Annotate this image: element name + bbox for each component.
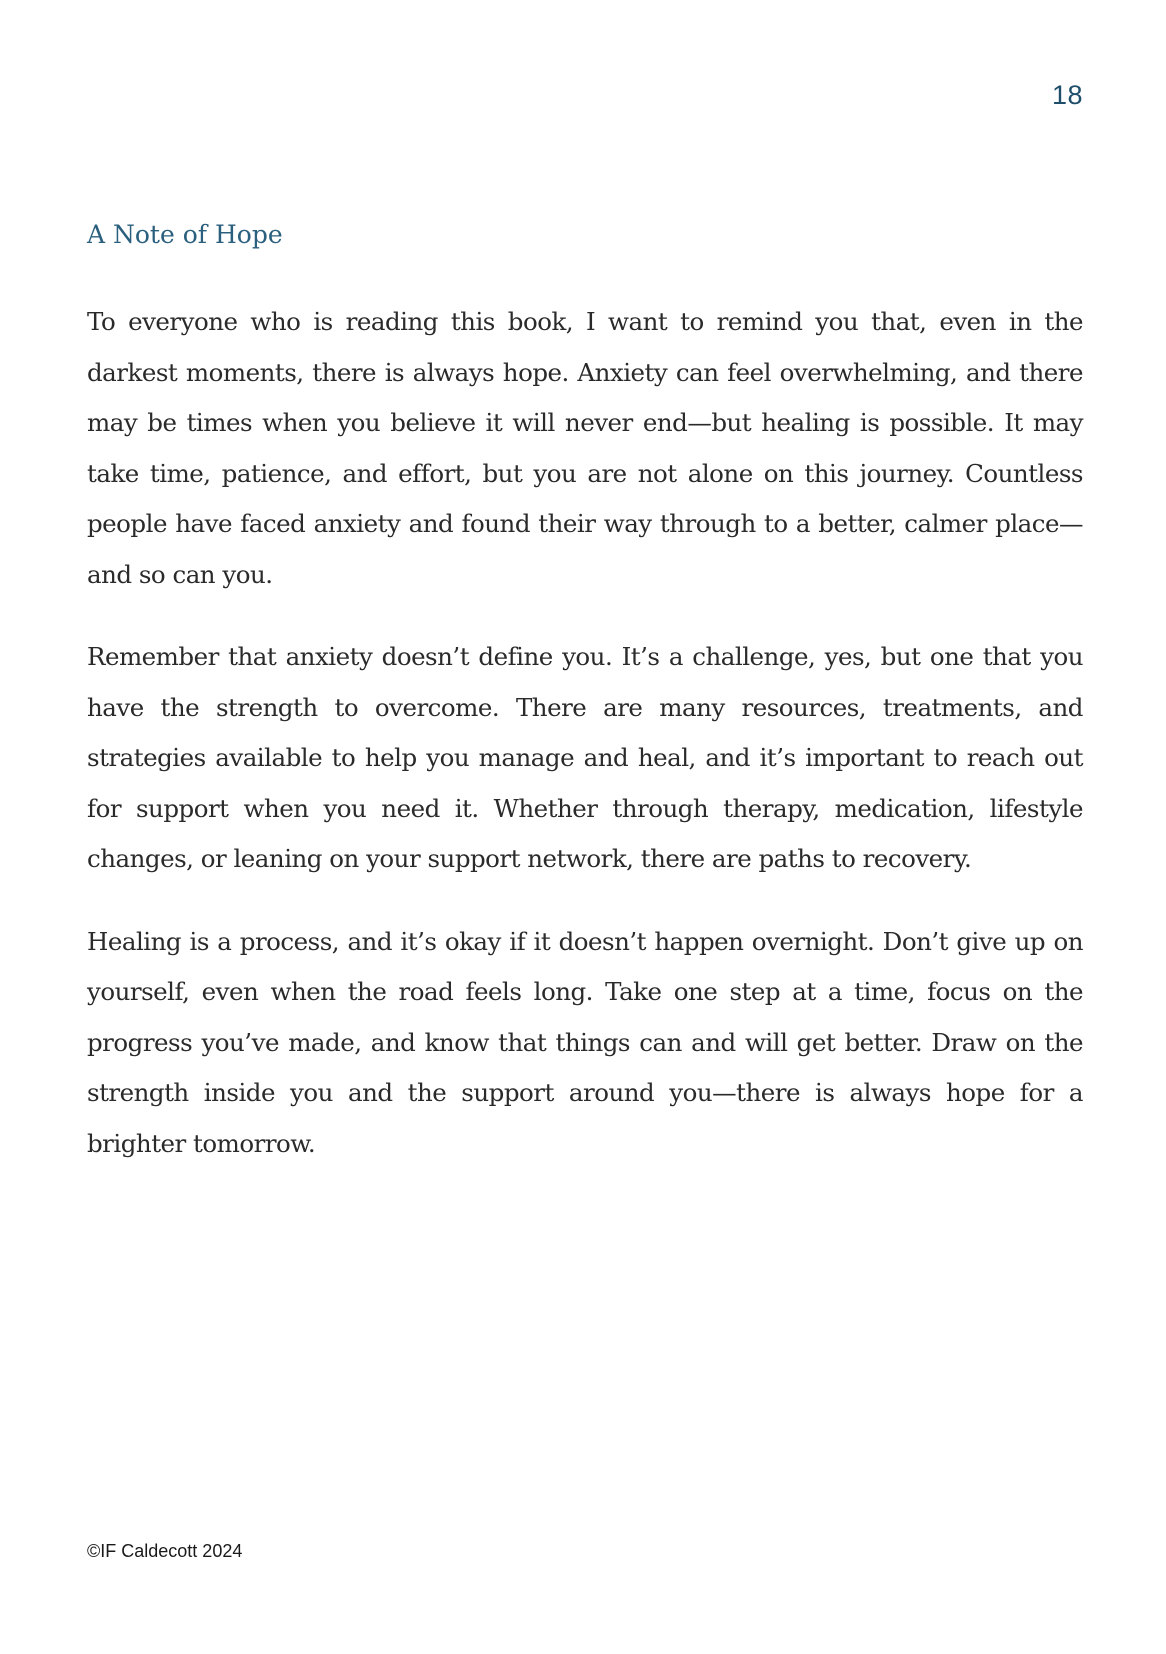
page-number: 18	[1051, 80, 1083, 110]
copyright-footer: ©IF Caldecott 2024	[87, 1541, 243, 1561]
paragraph: Healing is a process, and it’s okay if it doesn’t happen overnight. Don’t give up on yourself, even when the road feels long. Take one step at a time, focus on the progress you’ve made, and know that things can and will get better. Draw on the strength inside you and the support around you—there is always hope for a brighter tomorrow.	[87, 926, 1083, 1158]
section-body	[87, 297, 1083, 1201]
section-heading: A Note of Hope	[87, 220, 283, 249]
paragraph: To everyone who is reading this book, I want to remind you that, even in the darkest moments, there is always hope. Anxiety can feel overwhelming, and there may be times when you believe it will never end—but healing is possible. It may take time, patience, and effort, but you are not alone on this journey. Countless people have faced anxiety and found their way through to a better, calmer place—and so can you.	[87, 307, 1083, 589]
paragraph: Remember that anxiety doesn’t define you. It’s a challenge, yes, but one that you have the strength to overcome. There are many resources, treatments, and strategies available to help you manage and heal, and it’s important to reach out for support when you need it. Whether through therapy, medication, lifestyle changes, or leaning on your support network, there are paths to recovery.	[87, 642, 1083, 873]
